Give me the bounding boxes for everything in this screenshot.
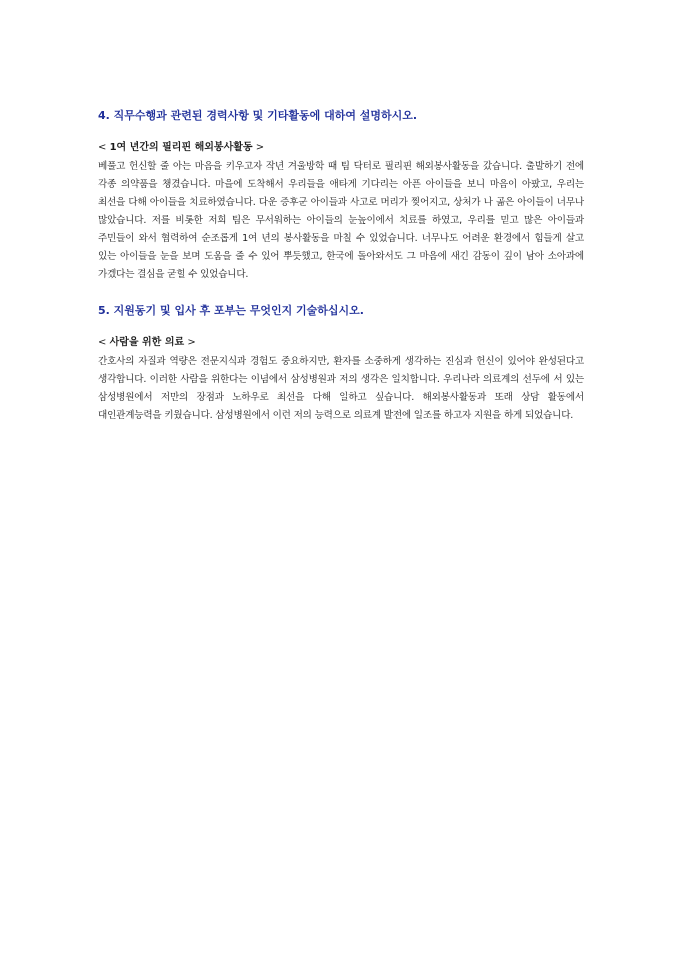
subheading-open-bracket: < <box>98 337 110 348</box>
subheading-title: 사람을 위한 의료 <box>109 337 185 348</box>
subheading-close-bracket: > <box>252 142 265 153</box>
document-page <box>98 108 584 425</box>
question-4-title: 4. 직무수행과 관련된 경력사항 및 기타활동에 대하여 설명하시오. <box>98 109 418 122</box>
subheading-title: 1여 년간의 필리핀 해외봉사활동 <box>109 142 253 153</box>
subheading-medical-for-people <box>98 336 584 350</box>
subheading-close-bracket: > <box>184 337 196 348</box>
section-career-activities <box>98 108 584 284</box>
subheading-philippines-volunteer <box>98 141 584 155</box>
answer-5-body: 간호사의 자질과 역량은 전문지식과 경험도 중요하지만, 환자를 소중하게 생각하는 진심과 헌신이 있어야 완성된다고 생각합니다. 이러한 사람을 위한다는 이념에서 삼성병원과 저의 생각은 일치합니다. 우리나라 의료계의 선두에 서 있는 삼성병원에서 저만의 장점과 노하우로 최선을 다해 일하고 싶습니다. 해외봉사활동과 또래 상담 활동에서 대인관계능력을 키웠습니다. 삼성병원에서 이런 저의 능력으로 의료계 발전에 일조를 하고자 지원을 하게 되었습니다. <box>98 356 584 421</box>
answer-4-body: 베풀고 헌신할 줄 아는 마음을 키우고자 작년 겨울방학 때 팀 닥터로 필리핀 해외봉사활동을 갔습니다. 출발하기 전에 각종 의약품을 챙겼습니다. 마을에 도착해서 우리들을 애타게 기다리는 아픈 아이들을 보니 마음이 아팠고, 우리는 최선을 다해 아이들을 치료하였습니다. 다운 증후군 아이들과 사고로 머리가 찢어지고, 상처가 나 곪은 아이들이 너무나 많았습니다. 저를 비롯한 저희 팀은 무서워하는 아이들의 눈높이에서 치료를 하였고, 우리를 믿고 많은 아이들과 주민들이 와서 협력하여 순조롭게 1여 년의 봉사활동을 마칠 수 있었습니다. 너무나도 어려운 환경에서 힘들게 살고 있는 아이들을 눈을 보며 도움을 줄 수 있어 뿌듯했고, 한국에 돌아와서도 그 마음에 새긴 감동이 깊이 남아 소아과에 가겠다는 결심을 굳힐 수 있었습니다. <box>98 161 584 280</box>
section-motivation-aspiration <box>98 303 584 425</box>
question-5-title: 5. 지원동기 및 입사 후 포부는 무엇인지 기술하십시오. <box>98 304 364 317</box>
subheading-open-bracket: < <box>98 142 110 153</box>
